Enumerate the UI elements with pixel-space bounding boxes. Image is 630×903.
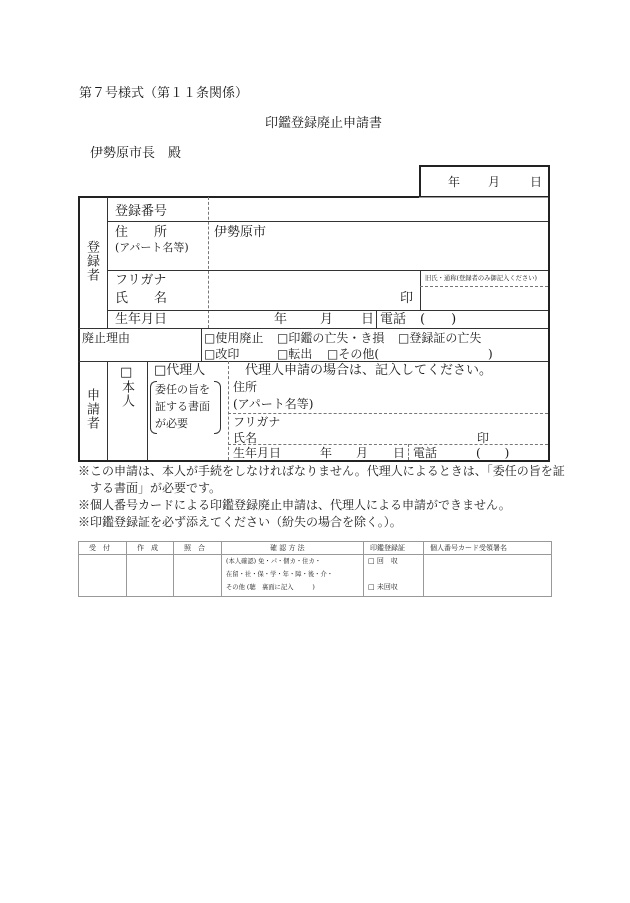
note-1: ※この申請は、本人が手続をしなければなりません。代理人によるときは、「委任の旨を証 [78, 464, 565, 478]
confirmation-line-2: 在留・社・保・学・年・障・後・介・ [226, 571, 334, 578]
confirmation-line-1: (本人確認) 免・パ・個カ・住カ・ [226, 558, 322, 565]
reg-number-field[interactable] [210, 198, 547, 220]
date-day: 日 [530, 175, 543, 189]
header-confirmation-method: 確 認 方 法 [270, 544, 305, 552]
agent-address-sub-label: (アパート名等) [233, 397, 314, 411]
agent-note-line-2: 証する書面 [155, 400, 210, 413]
reason-option-seal-change[interactable]: □改印 [204, 347, 240, 361]
page-title: 印鑑登録廃止申請書 [265, 116, 383, 131]
reason-other-close: ) [488, 347, 493, 361]
note-3: ※印鑑登録証を必ず添えてください（紛失の場合を除く。）。 [78, 515, 402, 529]
agent-birth-month: 月 [356, 446, 369, 460]
address-label: 住 所 [115, 225, 168, 240]
card-not-collected-checkbox[interactable]: □ 未回収 [368, 583, 398, 591]
abolition-reason-label: 廃止理由 [82, 331, 131, 345]
agent-phone-label: 電話 [413, 446, 438, 460]
agent-note-line-1: 委任の旨を [155, 383, 210, 396]
agent-note-line-3: が必要 [155, 417, 188, 430]
date-year: 年 [448, 175, 461, 189]
birth-year: 年 [274, 312, 288, 327]
address-sub-label: (アパート名等) [115, 241, 189, 254]
reason-option-card-lost[interactable]: □登録証の亡失 [398, 331, 482, 345]
seal-mark: 印 [400, 291, 414, 306]
agent-name-label: 氏名 [233, 431, 258, 445]
self-label: 本人 [119, 380, 134, 408]
agent-birth-year: 年 [320, 446, 333, 460]
name-field[interactable] [210, 272, 420, 308]
header-verification: 照 合 [184, 544, 205, 552]
phone-field[interactable]: ( ) [420, 312, 457, 327]
header-reception: 受 付 [89, 544, 110, 552]
address-field[interactable]: 伊勢原市 [214, 225, 267, 240]
agent-name-field[interactable] [270, 415, 470, 443]
agent-birthdate-label: 生年月日 [233, 446, 282, 460]
birth-day: 日 [361, 312, 375, 327]
agent-phone-field[interactable]: ( ) [476, 446, 510, 460]
self-checkbox[interactable]: □ [120, 365, 133, 380]
confirmation-line-3: その他 (聴 裏面に記入 ) [226, 584, 315, 591]
applicant-label: 申請者 [84, 388, 99, 430]
header-mynumber-signature: 個人番号カード受領署名 [430, 544, 507, 552]
reason-option-other[interactable]: □その他( [327, 347, 380, 361]
agent-seal-mark: 印 [477, 431, 490, 445]
header-creation: 作 成 [137, 544, 158, 552]
agent-checkbox[interactable]: □代理人 [154, 363, 206, 378]
reason-option-seal-lost[interactable]: □印鑑の亡失・き損 [277, 331, 385, 345]
agent-birth-day: 日 [393, 446, 406, 460]
form-number: 第７号様式（第１１条関係） [79, 86, 249, 101]
agent-furigana-label: フリガナ [233, 415, 281, 429]
date-month: 月 [488, 175, 501, 189]
header-seal-card: 印鑑登録証 [370, 544, 405, 552]
name-label: 氏 名 [115, 291, 168, 306]
agent-address-field[interactable] [300, 380, 545, 412]
birthdate-label: 生年月日 [115, 312, 168, 327]
registrant-label: 登録者 [84, 240, 99, 282]
old-name-label: 旧氏・通称(登録者のみ御記入ください) [425, 275, 537, 282]
reason-option-disuse[interactable]: □使用廃止 [204, 331, 264, 345]
addressee: 伊勢原市長 殿 [90, 146, 182, 161]
card-collected-checkbox[interactable]: □ 回 収 [368, 557, 398, 565]
reg-number-label: 登録番号 [115, 204, 168, 219]
agent-address-label: 住所 [233, 380, 258, 394]
birth-month: 月 [320, 312, 334, 327]
note-1-cont: する書面」が必要です。 [78, 481, 222, 495]
old-name-field[interactable] [422, 288, 547, 308]
reason-option-move-out[interactable]: □転出 [277, 347, 313, 361]
agent-instruction: 代理人申請の場合は、記入してください。 [245, 363, 493, 378]
furigana-label: フリガナ [115, 273, 167, 288]
phone-label: 電話 [380, 312, 407, 327]
note-2: ※個人番号カードによる印鑑登録廃止申請は、代理人による申請ができません。 [78, 498, 511, 512]
